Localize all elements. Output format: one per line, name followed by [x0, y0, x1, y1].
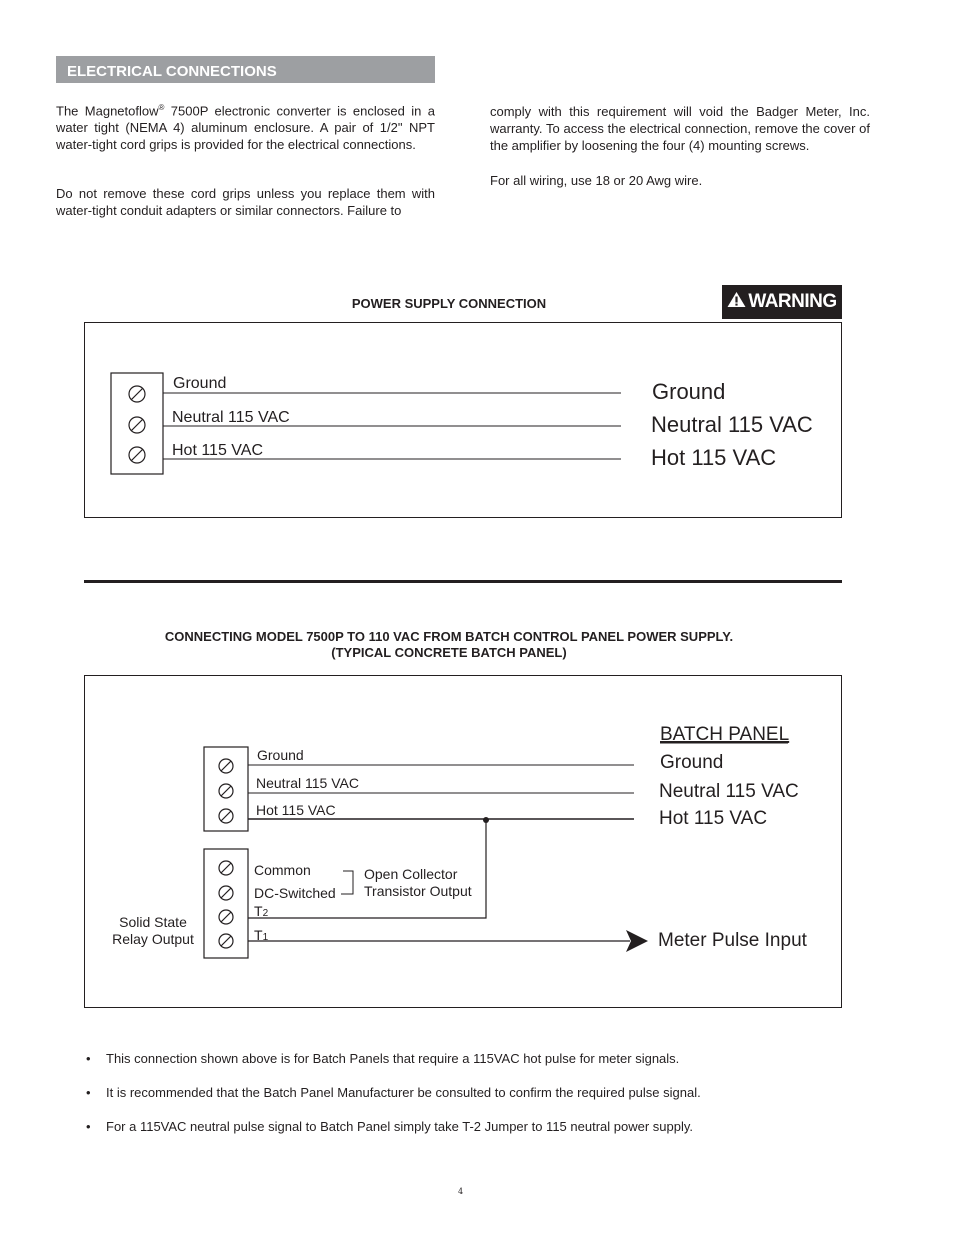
- neutral-destination-label: Neutral 115 VAC: [651, 412, 813, 437]
- ground-wire-label: Ground: [257, 747, 304, 763]
- bullet-icon: •: [86, 1085, 91, 1100]
- terminal-screw-icon: [219, 886, 233, 900]
- hot-destination-label: Hot 115 VAC: [651, 445, 777, 470]
- terminal-screw-icon: [219, 934, 233, 948]
- intro-paragraph-4: For all wiring, use 18 or 20 Awg wire.: [490, 173, 703, 188]
- ground-wire-label: Ground: [173, 375, 227, 392]
- open-collector-label-line-2: Transistor Output: [364, 883, 472, 899]
- intro-paragraph-3: comply with this requirement will void the Badger Meter, Inc. warranty. To access the electrical connection, remove the cover of the amplifier by loosening the four (4) mounting screws.: [490, 104, 870, 153]
- list-item: [86, 1118, 886, 1152]
- terminal-screw-icon: [129, 386, 145, 402]
- terminal-block: [111, 373, 163, 474]
- note-text: It is recommended that the Batch Panel Manufacturer be consulted to confirm the required pulse signal.: [106, 1085, 701, 1100]
- intro-paragraph-2: Do not remove these cord grips unless you replace them with water-tight conduit adapters or similar connectors. Failure to: [56, 186, 435, 218]
- list-item: [86, 1084, 886, 1118]
- neutral-wire-label: Neutral 115 VAC: [172, 409, 290, 426]
- batch-panel-title: BATCH PANEL: [660, 724, 790, 745]
- terminal-screw-icon: [219, 784, 233, 798]
- batch-caption-line-2: (TYPICAL CONCRETE BATCH PANEL): [331, 645, 567, 660]
- power-supply-caption: POWER SUPPLY CONNECTION: [351, 296, 547, 311]
- common-label: Common: [254, 862, 311, 878]
- t2-label: T2: [254, 903, 269, 919]
- hot-wire-label: Hot 115 VAC: [256, 802, 336, 818]
- intro-paragraph-1: The Magnetoflow® 7500P electronic converter is enclosed in a water tight (NEMA 4) aluminum enclosure. A pair of 1/2" NPT water-tight cord grips is provided for the electrical connections.: [56, 103, 435, 153]
- hot-wire-label: Hot 115 VAC: [172, 442, 264, 459]
- terminal-screw-icon: [219, 809, 233, 823]
- relay-output-label-line-2: Relay Output: [112, 931, 194, 947]
- ground-destination-label: Ground: [660, 752, 724, 773]
- open-collector-bracket: [341, 871, 353, 894]
- note-text: This connection shown above is for Batch Panels that require a 115VAC hot pulse for meter signals.: [106, 1051, 680, 1066]
- batch-caption-line-1: CONNECTING MODEL 7500P TO 110 VAC FROM BATCH CONTROL PANEL POWER SUPPLY.: [164, 629, 734, 644]
- meter-pulse-input-label: Meter Pulse Input: [658, 930, 807, 951]
- hot-destination-label: Hot 115 VAC: [659, 808, 768, 829]
- relay-output-label-line-1: Solid State: [119, 914, 187, 930]
- note-text: For a 115VAC neutral pulse signal to Batch Panel simply take T-2 Jumper to 115 neutral power supply.: [106, 1119, 693, 1134]
- page-number: 4: [458, 1187, 464, 1196]
- section-title: ELECTRICAL CONNECTIONS: [56, 56, 435, 83]
- terminal-screw-icon: [129, 417, 145, 433]
- terminal-screw-icon: [129, 447, 145, 463]
- notes-list: [86, 1050, 886, 1152]
- terminal-screw-icon: [219, 910, 233, 924]
- batch-panel-diagram: [112, 724, 807, 958]
- neutral-wire-label: Neutral 115 VAC: [256, 775, 359, 791]
- terminal-screw-icon: [219, 759, 233, 773]
- list-item: [86, 1050, 886, 1084]
- terminal-screw-icon: [219, 861, 233, 875]
- ground-destination-label: Ground: [652, 379, 726, 404]
- power-supply-diagram: [111, 373, 813, 474]
- bullet-icon: •: [86, 1119, 91, 1134]
- bullet-icon: •: [86, 1051, 91, 1066]
- warning-text: WARNING: [748, 291, 837, 312]
- open-collector-label-line-1: Open Collector: [364, 866, 458, 882]
- t1-label: T1: [254, 927, 269, 943]
- dc-switched-label: DC-Switched: [254, 885, 336, 901]
- neutral-destination-label: Neutral 115 VAC: [659, 781, 799, 802]
